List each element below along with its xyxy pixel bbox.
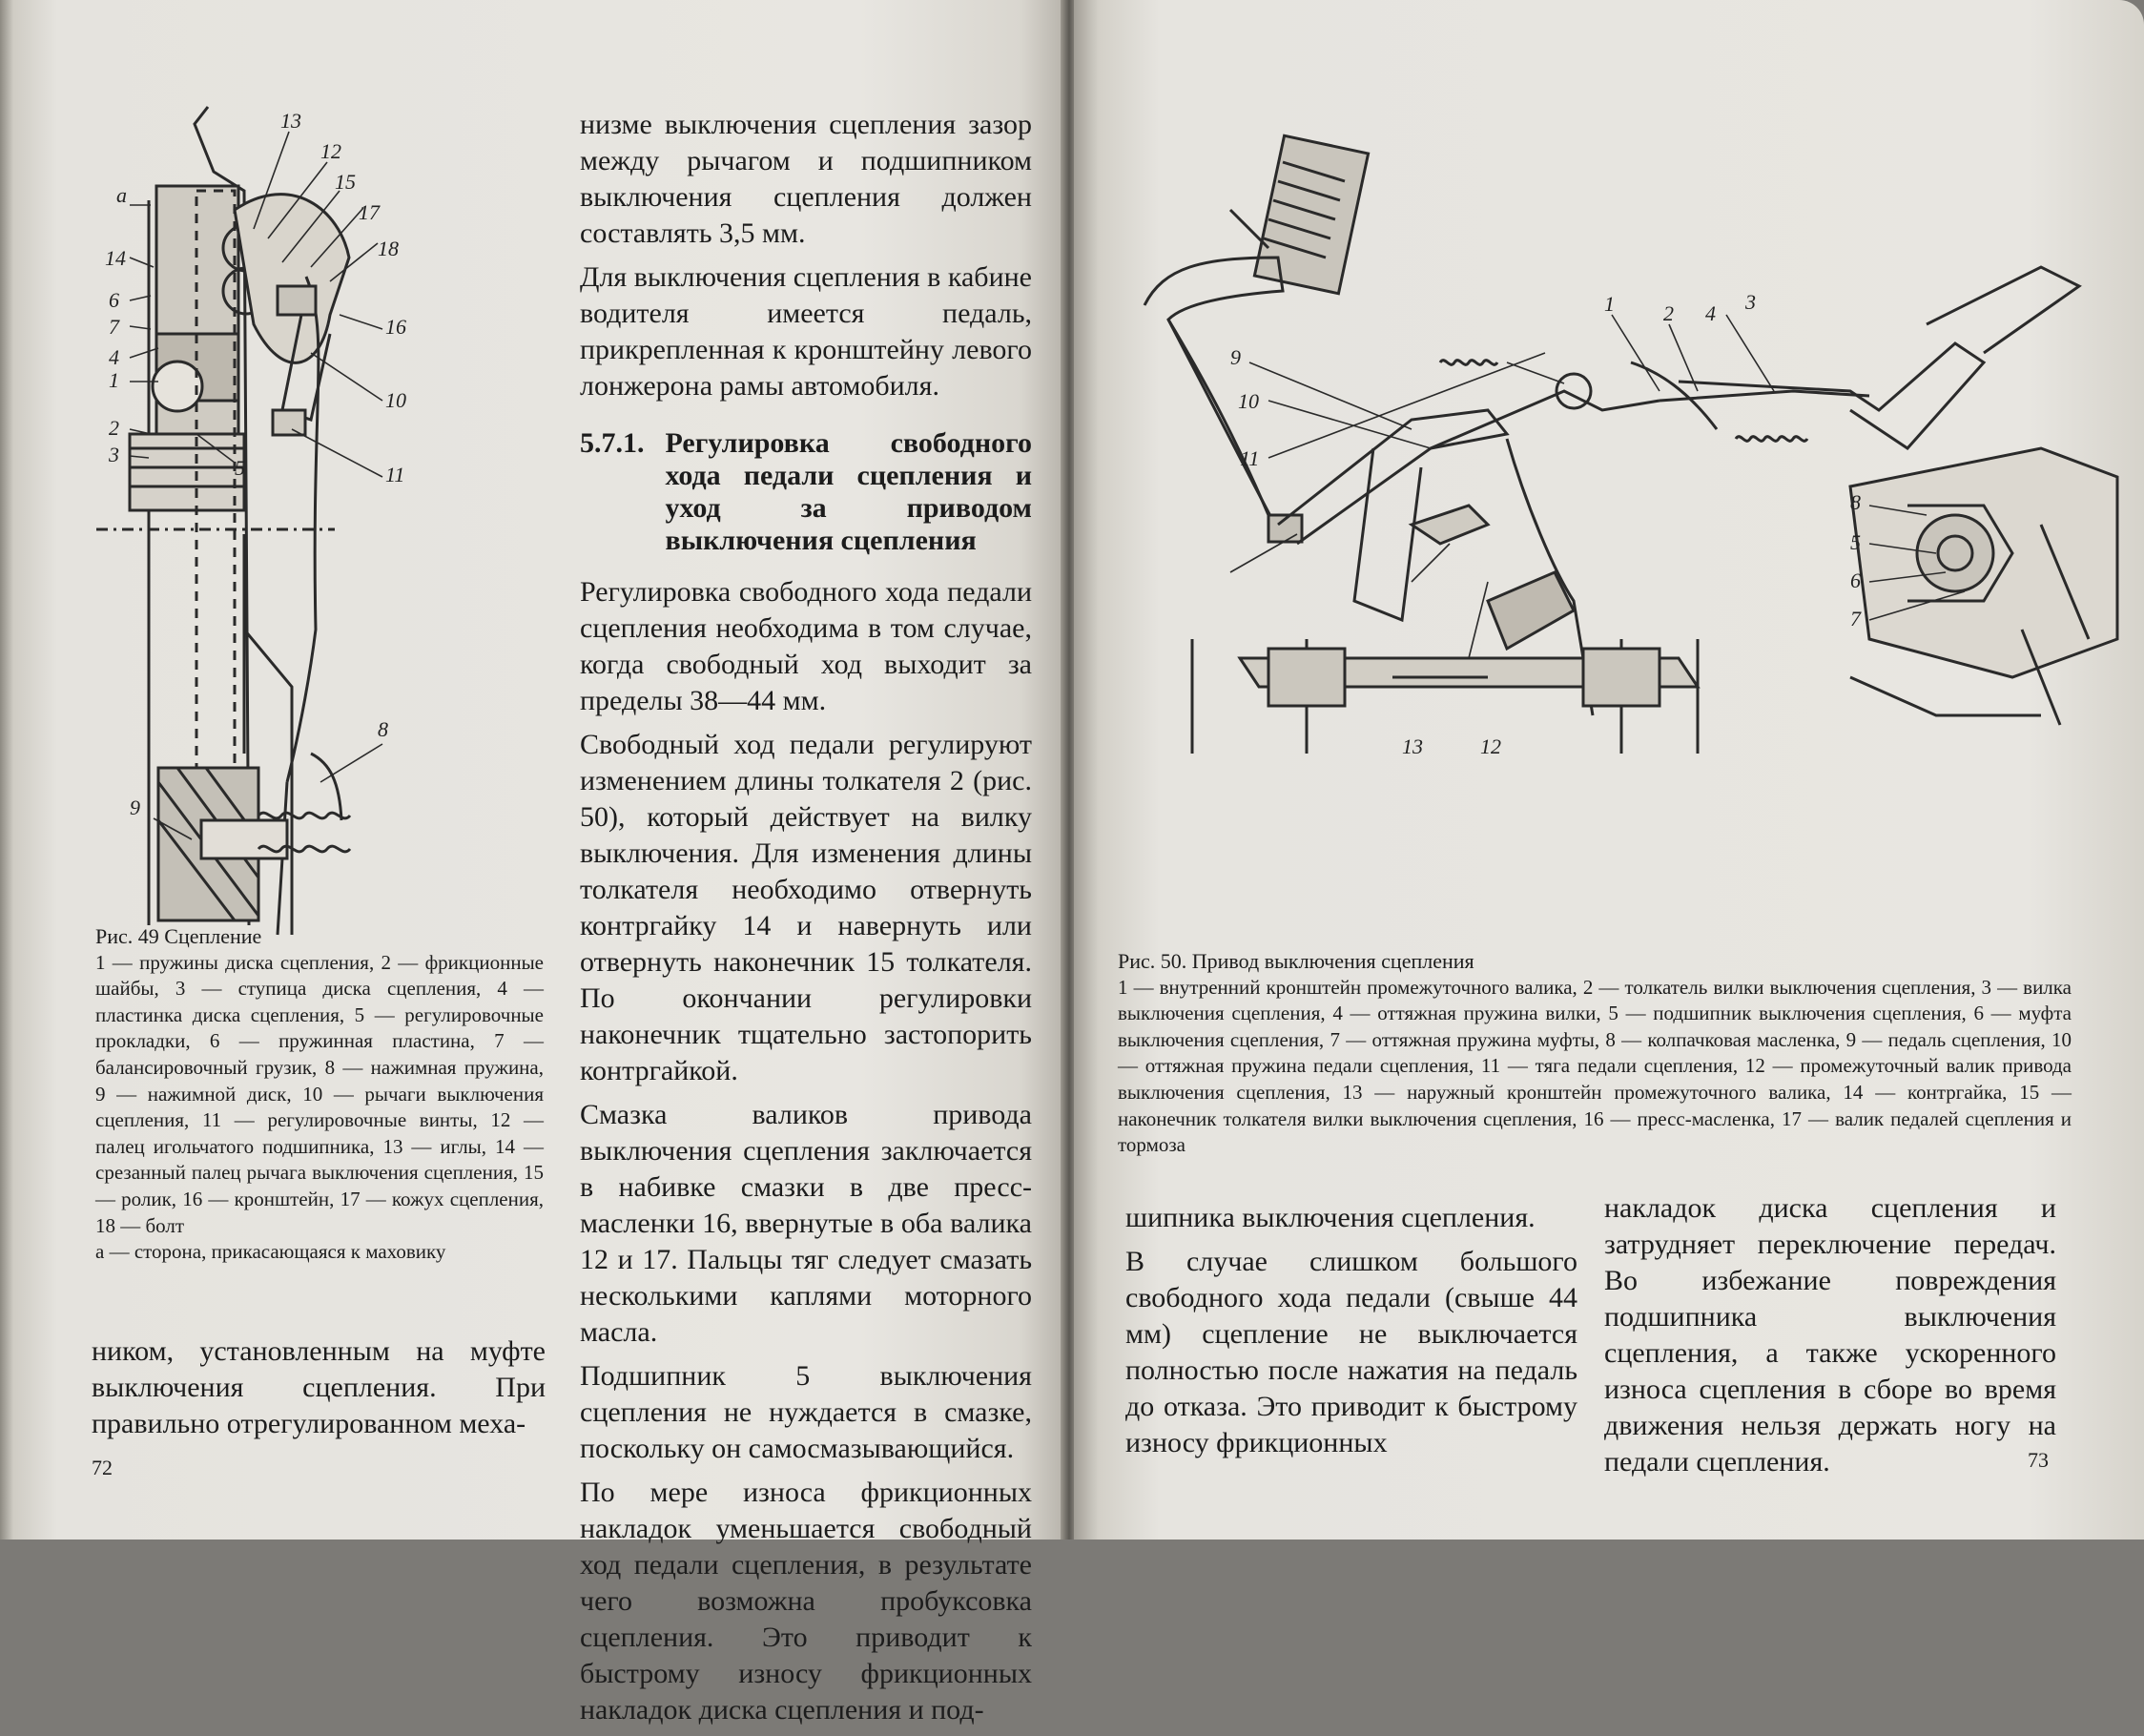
fig49-callout: 4 <box>109 345 119 369</box>
fig50-callout: 7 <box>1850 607 1861 630</box>
right-col1 <box>1125 1200 1577 1469</box>
fig49-callout: 1 <box>109 368 119 392</box>
figure-50-caption-body: 1 — внутренний кронштейн промежуточного валика, 2 — толкатель вилки выключения сцепления, 3 — вилка выключения сцепления, 4 — оттяжная пружина вилки, 5 — подшипник выключения сцепления, 6 — муфта выключения сцепления, 7 — оттяжная пружина муфты, 8 — колпачковая масленка, 9 — педаль сцепления, 10 — оттяжная пружина педали сцепления, 11 — тяга педали сцепления, 12 — промежуточный валик привода выключения сцепления, 13 — наружный кронштейн промежуточного валика, 14 — контргайка, 15 — наконечник толкателя вилки выключения сцепления, 16 — пресс-масленка, 17 — валик педалей сцепления и тормоза <box>1118 975 2072 1157</box>
col2-text-top: низме выключения сцепления зазор между рычагом и подшипником выключения сцепления должен составлять 3,5 мм. <box>580 109 1032 249</box>
figure-50-caption-title: Рис. 50. Привод выключения сцепления <box>1118 949 1474 973</box>
figure-49-caption <box>95 923 544 1266</box>
fig49-callout: 2 <box>109 416 119 440</box>
left-col2 <box>580 107 1032 1736</box>
right-col2-text: накладок диска сцепления и затрудняет переключение передач. Во избежание повреждения подшипника выключения сцепления, а также ускоренного износа сцепления в сборе во время движения нельзя держать ногу на педали сцепления. <box>1604 1192 2056 1478</box>
right-col1-para-freeplay: В случае слишком большого свободного хода педали (свыше 44 мм) сцепление не выключается полностью после нажатия на педаль до отказа. Это приводит к быстрому износу фрикционных <box>1125 1246 1577 1458</box>
fig50-callout: 3 <box>1745 290 1756 314</box>
fig50-callout: 4 <box>1705 301 1716 325</box>
fig50-callout: 10 <box>1238 389 1259 413</box>
fig49-callout: 14 <box>105 246 126 270</box>
fig50-callout: 12 <box>1480 734 1501 758</box>
col2-para-bearing: Подшипник 5 выключения сцепления не нуждается в смазке, поскольку он самосмазывающийся. <box>580 1360 1032 1464</box>
fig50-callout: 13 <box>1402 734 1423 758</box>
fig49-callout: 7 <box>109 315 119 339</box>
fig50-callout: 11 <box>1240 446 1260 470</box>
figure-50-clutch-drive-drawing <box>1125 105 2127 935</box>
left-col1-bottom-text: ником, установленным на муфте выключения сцепления. При правильно отрегулированном меха- <box>92 1335 546 1439</box>
page-number-left: 72 <box>92 1456 113 1479</box>
fig50-callout: 5 <box>1850 530 1861 554</box>
fig49-callout: 10 <box>385 388 406 412</box>
section-heading <box>580 427 1032 557</box>
col2-para-pusher: Свободный ход педали регулируют изменением длины толкателя 2 (рис. 50), который действует на вилку выключения. Для изменения длины толкателя необходимо отвернуть контргайку 14 и навернуть или отвернуть наконечник 15 толкателя. По окончании регулировки наконечник тщательно застопорить контргайкой. <box>580 729 1032 1086</box>
fig50-callout: 9 <box>1230 345 1241 369</box>
fig49-callout: 16 <box>385 315 406 339</box>
fig49-callout: 5 <box>235 456 245 480</box>
fig49-callout: 12 <box>320 139 341 163</box>
col2-para-regulation: Регулировка свободного хода педали сцепления необходима в том случае, когда свободный ход выходит за пределы 38—44 мм. <box>580 576 1032 716</box>
fig49-callout: 17 <box>359 200 380 224</box>
col2-para-wear: По мере износа фрикционных накладок уменьшается свободный ход педали сцепления, в результате чего возможна пробуксовка сцепления. Это приводит к быстрому износу фрикционных накладок диска сцепления и под- <box>580 1477 1032 1726</box>
figure-49-caption-title: Рис. 49 Сцепление <box>95 924 262 948</box>
fig50-callout: 6 <box>1850 568 1861 592</box>
fig50-callout: 1 <box>1604 292 1615 316</box>
section-number: 5.7.1. <box>580 427 645 459</box>
fig49-callout: 6 <box>109 288 119 312</box>
fig49-callout: 15 <box>335 170 356 194</box>
fig49-callout: 3 <box>109 443 119 466</box>
fig50-callout: 8 <box>1850 490 1861 514</box>
figure-50-caption <box>1118 948 2072 1159</box>
page-number-right: 73 <box>2028 1448 2049 1472</box>
fig49-callout: 18 <box>378 237 399 260</box>
right-col1-text: шипника выключения сцепления. <box>1125 1202 1536 1233</box>
left-page <box>0 0 1066 1726</box>
fig49-callout: 8 <box>378 717 388 741</box>
fig50-callout: 2 <box>1663 301 1674 325</box>
right-page <box>1074 0 2144 1540</box>
fig49-callout: 13 <box>280 109 301 133</box>
col2-para-pedal: Для выключения сцепления в кабине водителя имеется педаль, прикрепленная к кронштейну левого лонжерона рамы автомобиля. <box>580 261 1032 402</box>
figure-49-caption-side-note: а — сторона, прикасающаяся к маховику <box>95 1240 446 1264</box>
section-title: Регулировка свободного хода педали сцепления и уход за приводом выключения сцепления <box>665 427 1032 556</box>
fig49-callout: 11 <box>385 463 405 486</box>
fig49-callout: а <box>116 183 127 207</box>
figure-49-clutch-drawing <box>92 95 540 925</box>
figure-49-caption-body: 1 — пружины диска сцепления, 2 — фрикционные шайбы, 3 — ступица диска сцепления, 4 — пластинка диска сцепления, 5 — регулировочные прокладки, 6 — пружинная пластина, 7 — балансировочный грузик, 8 — нажимная пружина, 9 — нажимной диск, 10 — рычаги выключения сцепления, 11 — регулировочные винты, 12 — палец игольчатого подшипника, 13 — иглы, 14 — срезанный палец рычага выключения сцепления, 15 — ролик, 16 — кронштейн, 17 — кожух сцепления, 18 — болт <box>95 950 544 1237</box>
col2-para-lubrication: Смазка валиков привода выключения сцепления заключается в набивке смазки в две пресс-масленки 16, ввернутые в оба валика 12 и 17. Пальцы тяг следует смазать несколькими каплями моторного масла. <box>580 1099 1032 1348</box>
fig49-callout: 9 <box>130 796 140 819</box>
